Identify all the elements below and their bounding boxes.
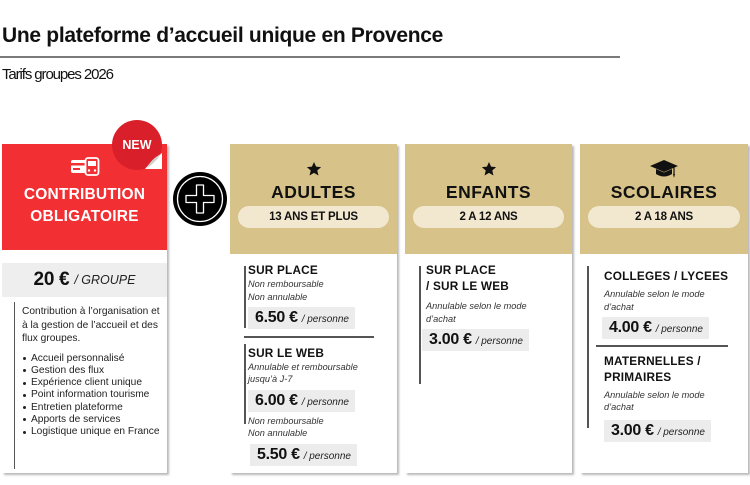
- card-header: [230, 144, 397, 254]
- section-note: Annulable selon le mode: [604, 389, 705, 400]
- contribution-description: [14, 302, 164, 469]
- price-unit: / personne: [301, 396, 349, 408]
- card-title: ADULTES: [271, 182, 356, 202]
- card-title: SCOLAIRES: [610, 182, 718, 202]
- section-note: Annulable selon le mode: [426, 301, 527, 311]
- price-amount: 4.00 €: [609, 319, 652, 336]
- graduation-cap-icon: [649, 159, 679, 179]
- section-note: Annulable selon le mode: [604, 289, 705, 299]
- section-title: PRIMAIRES: [604, 369, 672, 384]
- list-item: Gestion des flux: [22, 365, 164, 377]
- feature-list: [22, 353, 164, 439]
- price-box: [422, 329, 529, 351]
- price-box: [250, 444, 357, 466]
- price-box: [248, 307, 355, 329]
- price-box: [602, 317, 709, 339]
- list-item: Logistique unique en France: [22, 426, 164, 438]
- description-text: Contribution à l’organisation et à la gestion de l’accueil et des flux groupes.: [22, 306, 160, 344]
- pricing-card-scolaires: [580, 144, 748, 473]
- list-item: Accueil personnalisé: [22, 353, 164, 365]
- list-item: Expérience client unique: [22, 377, 164, 389]
- section-title: SUR PLACE: [248, 263, 318, 277]
- section-title: / SUR LE WEB: [426, 279, 510, 293]
- new-badge-label: NEW: [122, 138, 152, 152]
- plus-circle-icon: [172, 171, 228, 227]
- price-amount: 5.50 €: [257, 445, 300, 463]
- section-title: SUR LE WEB: [248, 345, 325, 360]
- age-pill: 13 ANS ET PLUS: [238, 206, 389, 228]
- section-title: SUR PLACE: [426, 263, 496, 277]
- new-badge: [111, 119, 163, 171]
- page-subtitle: Tarifs groupes 2026: [2, 66, 113, 83]
- section-note: d’achat: [604, 402, 634, 412]
- section-title: COLLEGES / LYCEES: [604, 269, 729, 283]
- contribution-title: CONTRIBUTION OBLIGATOIRE: [23, 186, 146, 225]
- price-unit: / personne: [475, 336, 523, 347]
- card-header: [580, 144, 748, 254]
- section-note: Non annulable: [248, 291, 308, 302]
- age-pill: 2 A 12 ANS: [413, 206, 564, 228]
- list-item: Entretien plateforme: [22, 402, 164, 414]
- list-item: Point information tourisme: [22, 389, 164, 401]
- star-icon: [481, 161, 497, 177]
- section-note: Non annulable: [248, 428, 308, 438]
- price-amount: 6.00 €: [255, 391, 298, 409]
- card-body: [244, 262, 394, 466]
- price-unit: / personne: [657, 426, 705, 438]
- price-unit: / personne: [655, 324, 703, 335]
- card-bus-icon: [70, 157, 100, 177]
- card-header: [405, 144, 572, 254]
- card-body: [419, 262, 569, 351]
- pricing-card-enfants: [405, 144, 572, 473]
- section-note: jusqu’à J-7: [248, 374, 293, 384]
- section-divider: [244, 336, 374, 338]
- price-amount: 20 €: [33, 269, 70, 290]
- section-title: MATERNELLES /: [604, 353, 701, 368]
- section-note: Non remboursable: [248, 415, 324, 426]
- pricing-card-adultes: [230, 144, 397, 473]
- card-title: ENFANTS: [445, 182, 532, 202]
- page-title: Une plateforme d’accueil unique en Provence: [2, 24, 444, 47]
- section-note: d’achat: [604, 301, 634, 312]
- section-note: d’achat: [426, 313, 456, 324]
- price-box: [248, 390, 355, 412]
- contribution-card: [2, 144, 167, 473]
- contribution-price: [2, 263, 167, 297]
- price-unit: / personne: [301, 314, 349, 325]
- age-pill: 2 A 18 ANS: [588, 206, 740, 228]
- price-unit: / GROUPE: [74, 273, 136, 287]
- title-divider: [0, 56, 620, 58]
- price-box: [604, 420, 711, 442]
- price-amount: 3.00 €: [611, 421, 654, 439]
- section-divider: [596, 345, 728, 347]
- section-note: Non remboursable: [248, 279, 324, 289]
- star-icon: [306, 161, 322, 177]
- price-amount: 3.00 €: [429, 331, 472, 348]
- price-amount: 6.50 €: [255, 309, 298, 326]
- section-note: Annulable et remboursable: [248, 361, 358, 372]
- card-body: [587, 262, 737, 442]
- price-unit: / personne: [303, 450, 351, 462]
- list-item: Apports de services: [22, 414, 164, 426]
